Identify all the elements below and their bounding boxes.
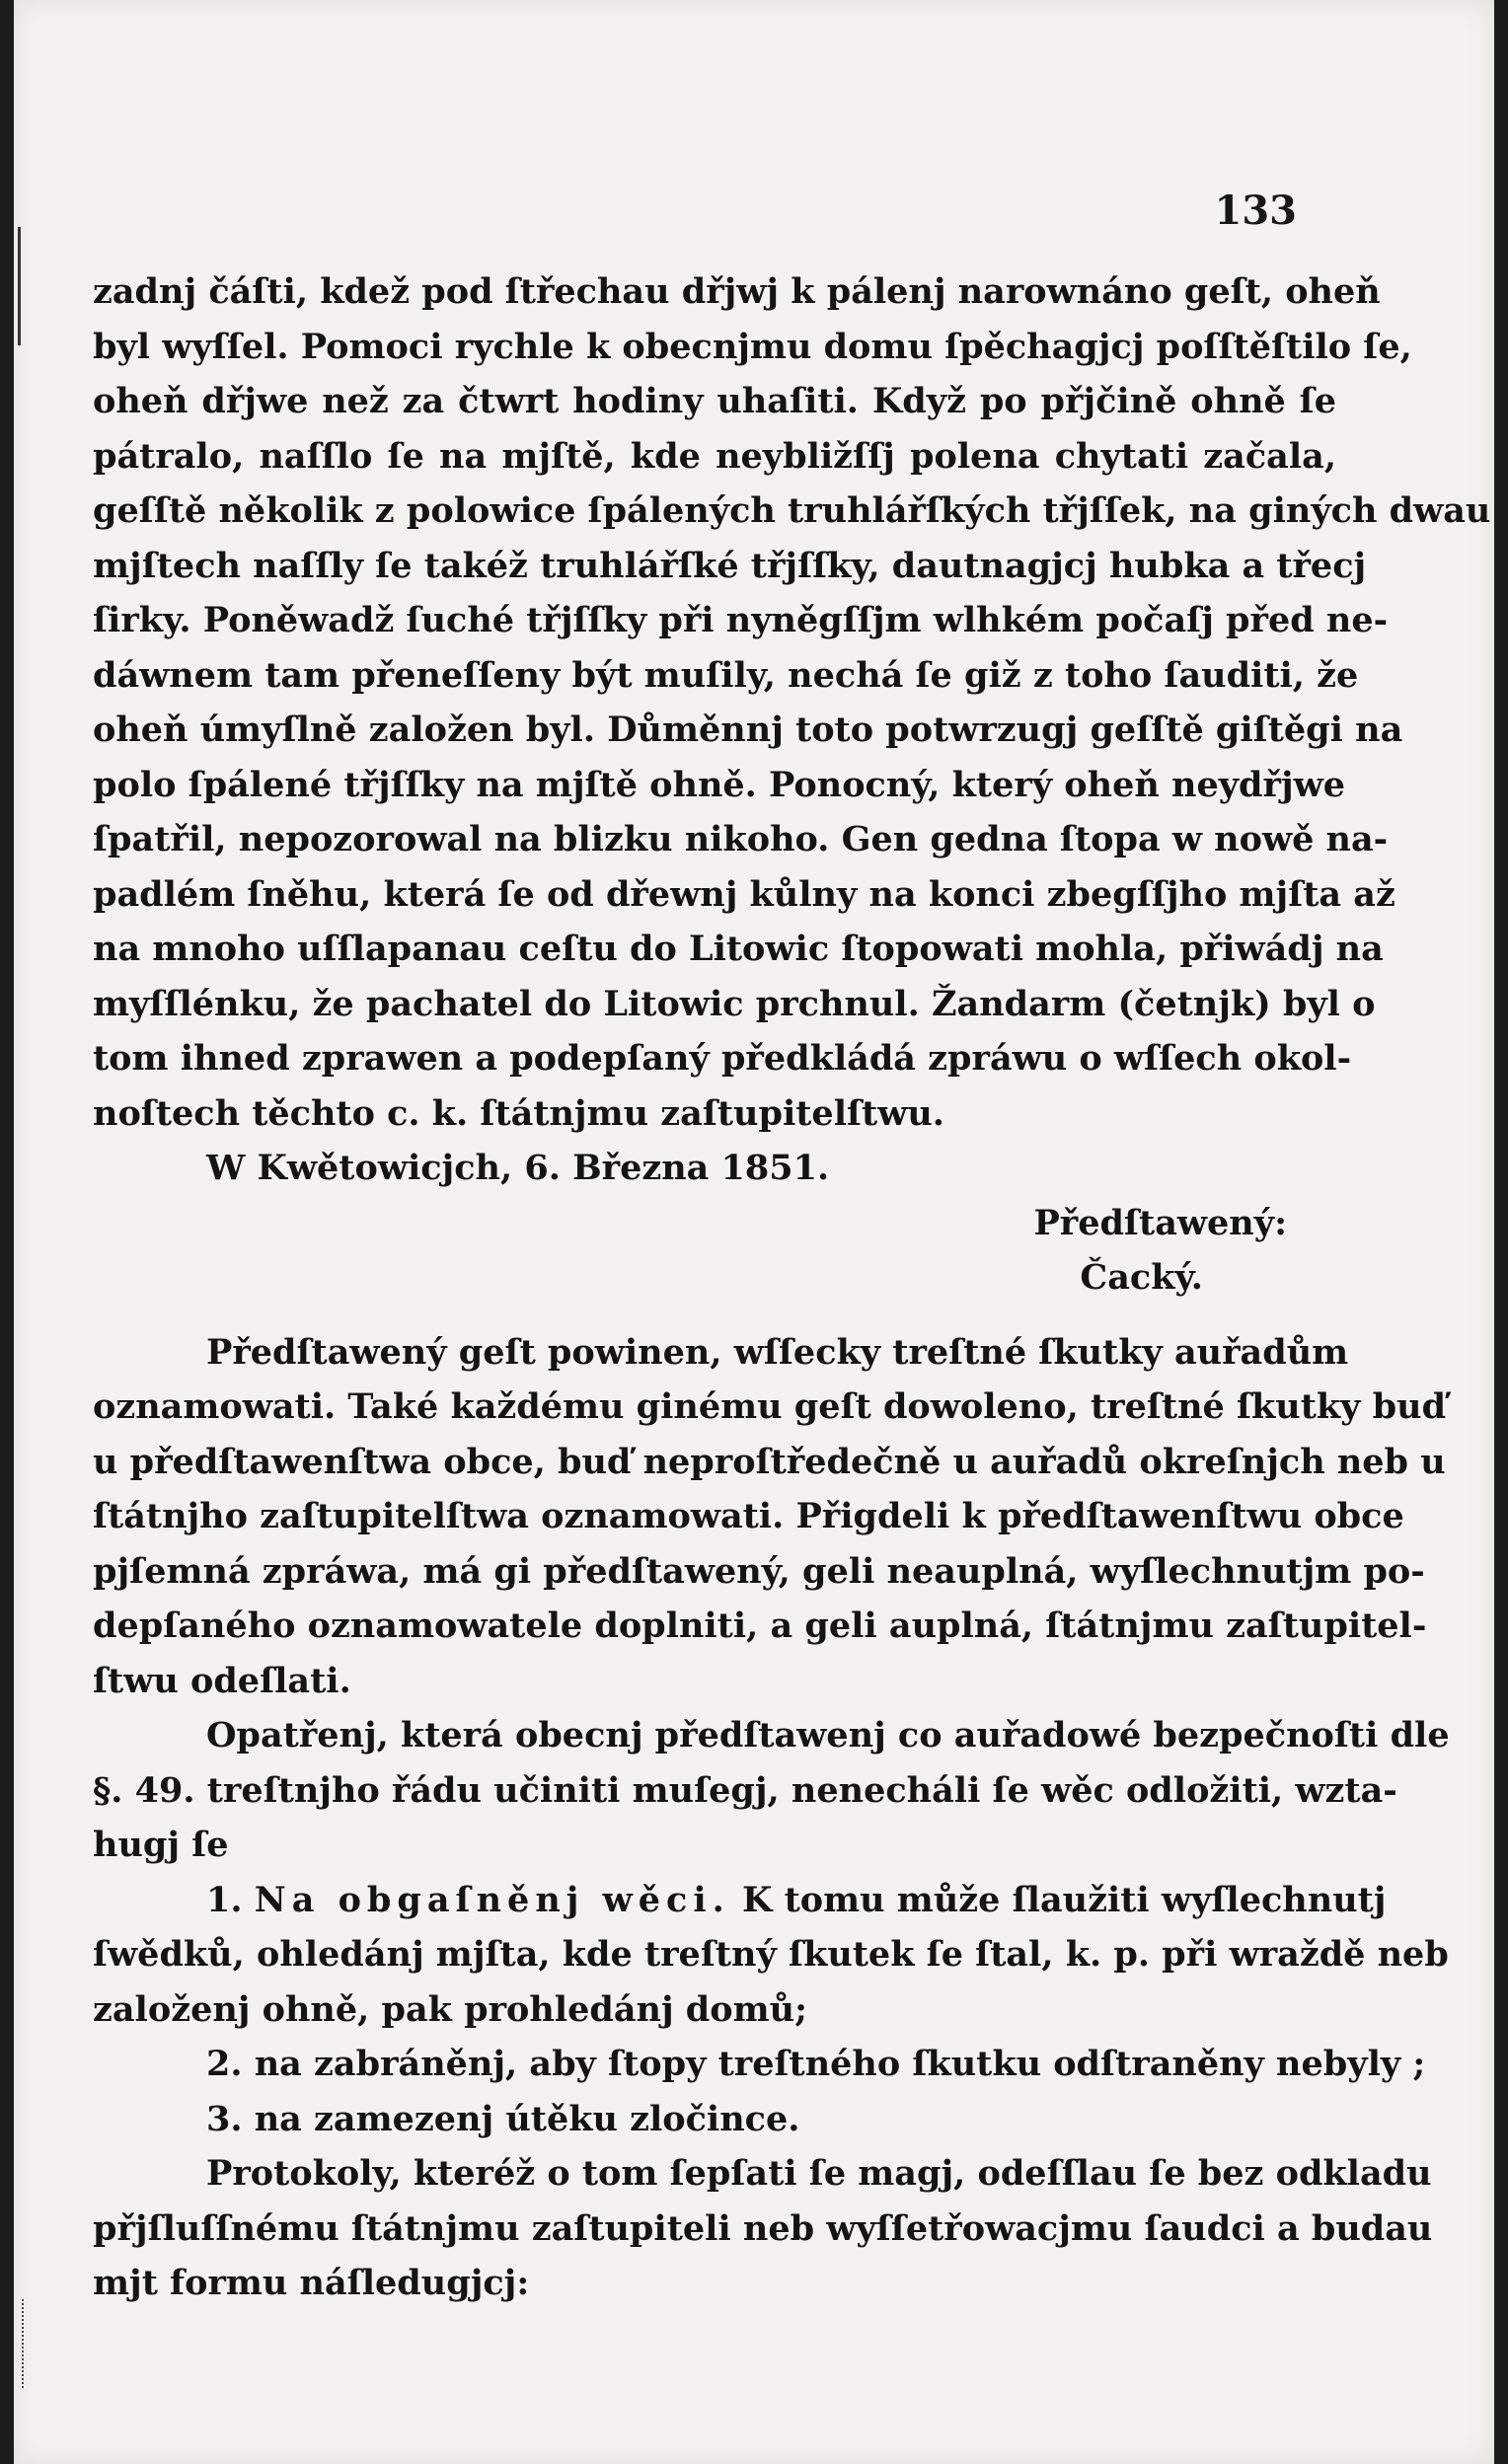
list-number: 3. [206,2098,243,2139]
text-line: oheň úmyſlně založen byl. Důměnnj toto potwrzugj geſſtě giſtěgi na [93,709,1403,750]
text-line: polo ſpálené třjſſky na mjſtě ohně. Ponocný, který oheň neydřjwe [93,764,1346,805]
list-item-text: na zamezenj útěku zločince. [254,2098,800,2139]
text-line: mjſtech naſſly ſe takéž truhlářſké třjſſky, dautnagjcj hubka a třecj [93,545,1367,586]
list-item-text: K tomu může ſlaužiti wyſlechnutj [729,1879,1387,1920]
paragraph-gap [93,1306,1336,1325]
text-line: přjſluſſnému ſtátnjmu zaſtupiteli neb wyſſetřowacjmu ſaudci a budau [93,2207,1433,2249]
text-line: oznamowati. Také každému ginému geſt dowoleno, treſtné ſkutky buď [93,1386,1447,1427]
signature-title: Předſtawený: [1033,1202,1287,1243]
list-spaced-head: Na obgaſněnj wěci. [254,1879,730,1920]
text-line: ſirky. Poněwadž ſuché třjſſky při nyněgſſjm wlhkém počaſj před ne- [93,600,1389,640]
text-line: Protokoly, kteréž o tom ſepſati ſe magj, odeſſlau ſe bez odkladu [206,2153,1432,2194]
text-line: zadnj čáſti, kdež pod ſtřechau dřjwj k pálenj narownáno geſt, oheň [93,271,1381,312]
dateline [93,1141,1336,1196]
text-line: oheň dřjwe než za čtwrt hodiny uhaſiti. Když po přjčině ohně ſe [93,381,1336,421]
text-line: Předſtawený geſt powinen, wſſecky treſtné ſkutky auřadům [206,1331,1349,1373]
paragraph-report [93,264,1491,1141]
signature-name: Čacký. [1080,1257,1203,1298]
text-line: §. 49. treſtnjho řádu učiniti muſegj, nenecháli ſe wěc odložiti, wzta- [93,1769,1397,1811]
text-line: padlém ſněhu, která ſe od dřewnj kůlny na konci zbegſſjho mjſta až [93,873,1395,915]
text-line: geſſtě několik z polowice ſpálených truhlářſkých třjſſek, na giných dwau [93,490,1491,531]
text-line: myſſlénku, že pachatel do Litowic prchnul. Žandarm (četnjk) byl o [93,983,1376,1024]
text-line: Opatřenj, která obecnj předſtawenj co auřadowé bezpečnoſti dle [206,1715,1450,1755]
gutter-edge-mark [18,227,29,345]
text-line: mjt formu náſledugjcj: [93,2263,530,2303]
page-number: 133 [1214,187,1297,234]
paragraph-measures [93,1708,1450,1873]
text-line: ſpatřil, nepozorowal na blizku nikoho. Gen gedna ſtopa w nowě na- [93,819,1389,859]
measures-list [93,1873,1449,2147]
text-line: na mnoho uſſlapanau ceſtu do Litowic ſtopowati mohla, přiwádj na [93,929,1384,969]
paragraph-protocols [93,2146,1433,2311]
dateline-text: W Kwětowicjch, 6. Března 1851. [206,1148,830,1188]
text-line: ſtwu odeſlati. [93,1660,351,1701]
list-item [93,1873,1387,1928]
page-body [93,264,1491,2311]
gutter-edge-mark-bottom [22,2299,28,2388]
list-number: 1. [206,1879,243,1920]
text-line: hugj ſe [93,1825,229,1865]
text-line: noſtech těchto c. k. ſtátnjmu zaſtupitelſtwu. [93,1092,944,1134]
text-line: pjſemná zpráwa, má gi předſtawený, geli neauplná, wyſlechnutjm po- [93,1550,1425,1592]
list-number: 2. [206,2044,243,2084]
text-line: ſtátnjho zaſtupitelſtwa oznamowati. Přigdeli k předſtawenſtwu obce [93,1496,1404,1536]
text-line: depſaného oznamowatele doplniti, a geli auplná, ſtátnjmu zaſtupitel- [93,1605,1427,1646]
text-line: u předſtawenſtwa obce, buď neproſtředečně u auřadů okreſnjch neb u [93,1441,1446,1482]
list-item [93,2092,1336,2147]
book-page [14,0,1494,2464]
text-line: založenj ohně, pak prohledánj domů; [93,1988,808,2030]
signature-block [93,1196,1336,1306]
paragraph-duty [93,1325,1447,1709]
text-line: pátralo, naſſlo ſe na mjſtě, kde neybližſſj polena chytati začala, [93,435,1336,477]
text-line: byl wyſſel. Pomoci rychle k obecnjmu domu ſpěchagjcj poſſtěſtilo ſe, [93,326,1412,367]
list-item [93,2037,1426,2092]
text-line: tom ihned zprawen a podepſaný předkládá zpráwu o wſſech okol- [93,1038,1352,1079]
text-line: dáwnem tam přeneſſeny být muſily, nechá ſe giž z toho ſauditi, že [93,654,1359,696]
list-item-text: na zabráněnj, aby ſtopy treſtného ſkutku odſtraněny nebyly ; [254,2044,1426,2084]
text-line: ſwědků, ohledánj mjſta, kde treſtný ſkutek ſe ſtal, k. p. při wraždě neb [93,1934,1449,1975]
